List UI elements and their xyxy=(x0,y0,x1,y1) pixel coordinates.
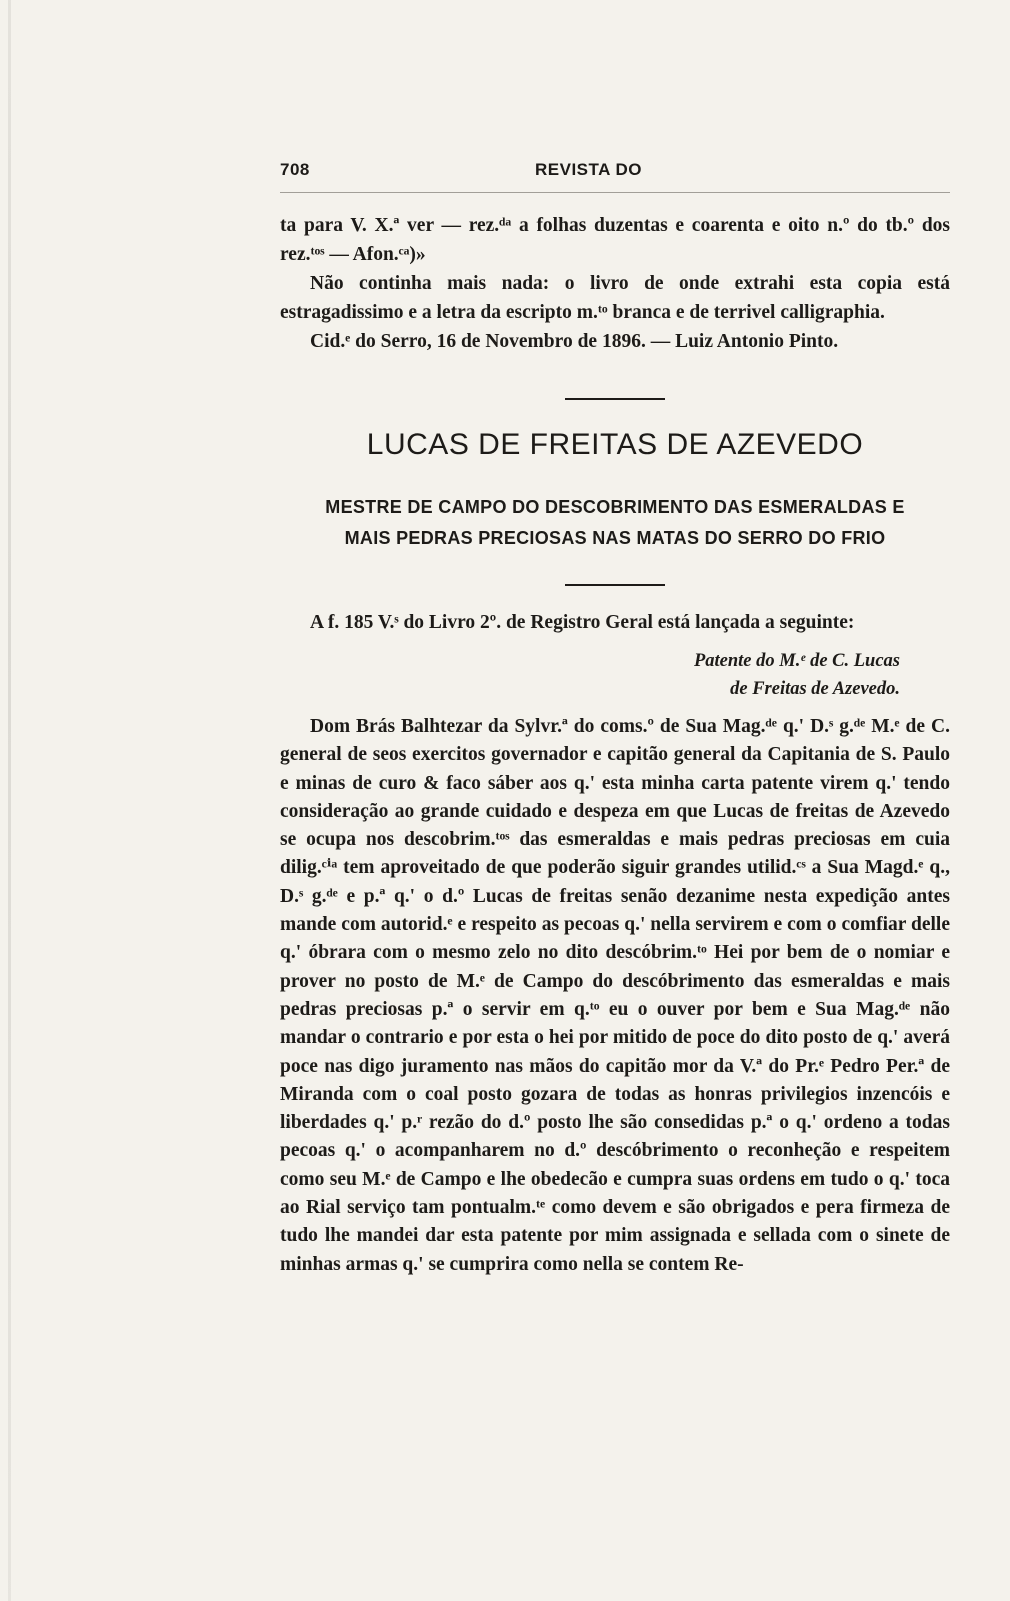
patent-heading-line-2: de Freitas de Azevedo. xyxy=(730,679,900,699)
book-page xyxy=(280,150,950,1279)
register-note: A f. 185 V.ˢ do Livro 2º. de Registro Geral está lançada a seguinte: xyxy=(310,612,855,633)
article-subtitle xyxy=(280,492,950,554)
patent-letter-text: Dom Brás Balhtezar da Sylvr.ª do coms.º de Sua Mag.ᵈᵉ q.' D.ˢ g.ᵈᵉ M.ᵉ de C. general de seos exercitos governador e capitão general da Capitania de S. Paulo e minas de curo & faco sáber aos q.' esta minha carta patente virem q.' tendo consideração ao grande cuidado e despeza em que Lucas de freitas de Azevedo se ocupa nos descobrim.ᵗᵒˢ das esmeraldas e mais pedras preciosas em cuia dilig.ᶜⁱᵃ tem aproveitado de que poderão siguir grandes utilid.ᶜˢ a Sua Magd.ᵉ q., D.ˢ g.ᵈᵉ e p.ª q.' o d.º Lucas de freitas senão dezanime nesta expedição antes mande com autorid.ᵉ e respeito as pecoas q.' nella servirem e com o comfiar delle q.' óbrara com o mesmo zelo no dito descóbrim.ᵗᵒ Hei por bem de o nomiar e prover no posto de M.ᵉ de Campo do descóbrimento das esmeraldas e mais pedras preciosas p.ª o servir em q.ᵗᵒ eu o ouver por bem e Sua Mag.ᵈᵉ não mandar o contrario e por esta o hei por mitido de poce do dito posto de q.' averá poce nas digo juramento nas mãos do capitão mor da V.ª do Pr.ᵉ Pedro Per.ª de Miranda com o coal posto gozara de todas as honras privilegios inzencóis e liberdades q.' p.ʳ rezão do d.º posto lhe são consedidas p.ª o q.' ordeno a todas pecoas q.' o acompanharem no d.º descóbrimento o reconheção e respeitem como seu M.ᵉ de Campo e lhe obedecão e cumpra suas ordens em tudo o q.' toca ao Rial serviço tam pontualm.ᵗᵉ como devem e são obrigados e pera firmeza de tudo lhe mandei dar esta patente por mim assignada e sellada com o sinete de minhas armas q.' se cumprira como nella se contem Re- xyxy=(280,716,950,1275)
header-rule xyxy=(280,192,950,193)
intro-paragraph-2: Não continha mais nada: o livro de onde extrahi esta copia está estragadissimo e a letra da escripto m.ᵗᵒ branca e de terrivel calligraphia. xyxy=(280,273,950,323)
running-head xyxy=(280,150,950,190)
patent-letter xyxy=(280,713,950,1279)
running-head-title: REVISTA DO xyxy=(535,160,643,179)
intro-text xyxy=(280,211,950,356)
signature-paragraph: Cid.ᵉ do Serro, 16 de Novembro de 1896. — Luiz Antonio Pinto. xyxy=(310,331,839,352)
article-title: LUCAS DE FREITAS DE AZEVEDO xyxy=(366,428,864,461)
separator-rule-bottom xyxy=(565,584,665,586)
register-note-block xyxy=(280,608,950,637)
subtitle-line-2: MAIS PEDRAS PRECIOSAS NAS MATAS DO SERRO DO FRIO xyxy=(344,528,886,548)
patent-heading-line-1: Patente do M.ᵉ de C. Lucas xyxy=(693,651,900,671)
patent-heading xyxy=(280,647,950,703)
subtitle-line-1: MESTRE DE CAMPO DO DESCOBRIMENTO DAS ESMERALDAS E xyxy=(325,497,905,517)
page-number: 708 xyxy=(280,160,310,179)
intro-paragraph-1: ta para V. X.ª ver — rez.ᵈᵃ a folhas duzentas e coarenta e oito n.º do tb.º dos rez.ᵗᵒˢ — Afon.ᶜᵃ)» xyxy=(280,215,950,265)
scan-margin-mark xyxy=(8,0,11,1601)
separator-rule-top xyxy=(565,398,665,400)
